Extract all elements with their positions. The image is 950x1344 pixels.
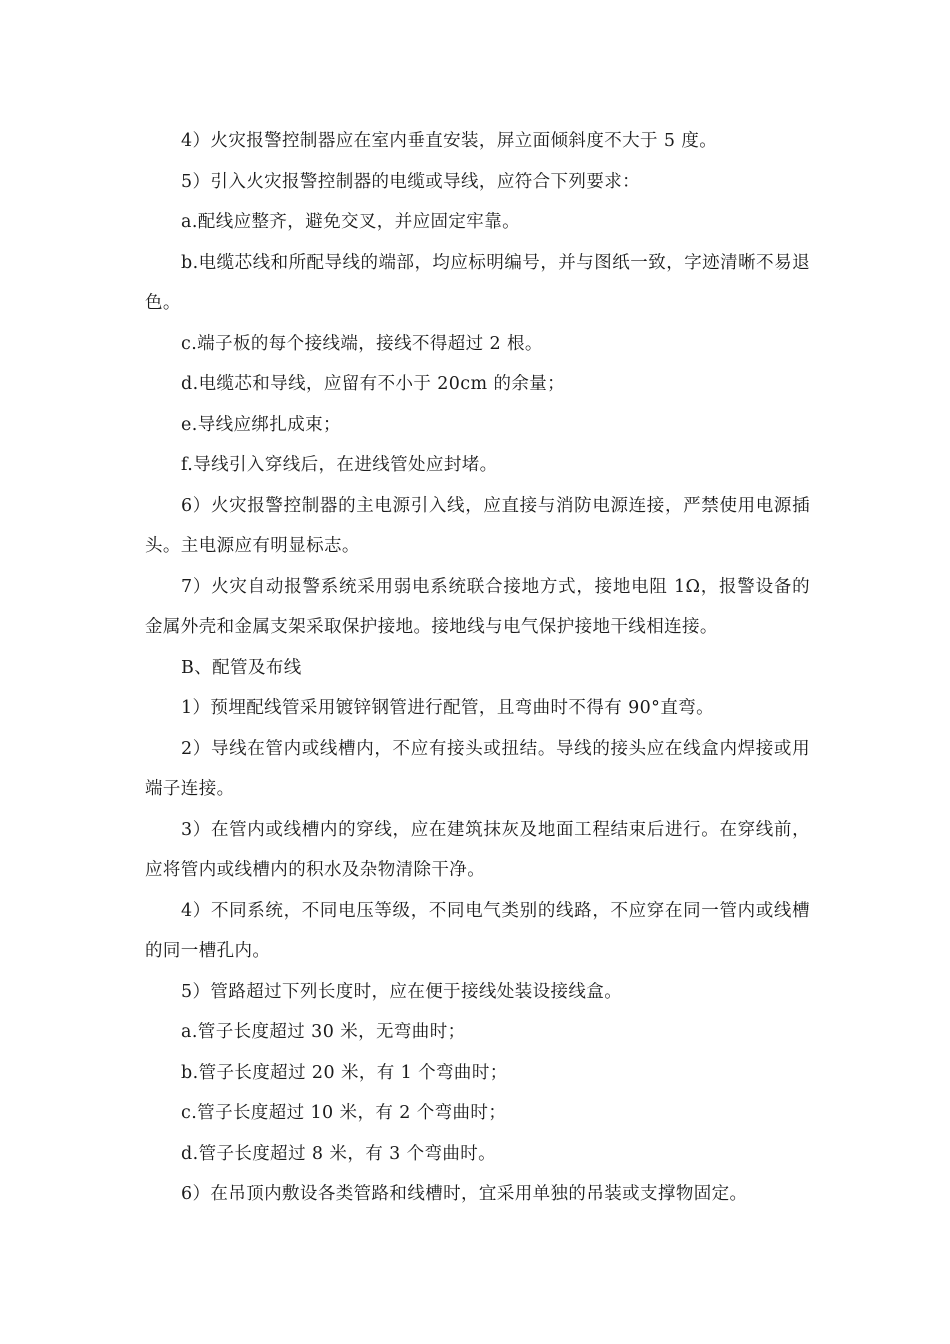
paragraph-item-c: c.端子板的每个接线端，接线不得超过 2 根。 [181,333,543,354]
paragraph-4-controller-install: 4）火灾报警控制器应在室内垂直安装，屏立面倾斜度不大于 5 度。 [181,131,718,151]
paragraph-6-ceiling-support: 6）在吊顶内敷设各类管路和线槽时，宜采用单独的吊装或支撑物固定。 [181,1184,748,1204]
paragraph-3-threading: 3）在管内或线槽内的穿线，应在建筑抹灰及地面工程结束后进行。在穿线前，应将管内或线槽内的积水及杂物清除干净。 [145,819,810,880]
paragraph-length-item-c: c.管子长度超过 10 米，有 2 个弯曲时； [181,1103,507,1123]
paragraph-item-f: f.导线引入穿线后，在进线管处应封堵。 [181,455,498,475]
paragraph-4-separate-systems: 4）不同系统，不同电压等级，不同电气类别的线路，不应穿在同一管内或线槽的同一槽孔内。 [145,900,810,961]
paragraph-length-item-d: d.管子长度超过 8 米，有 3 个弯曲时。 [181,1143,497,1164]
paragraph-5-junction-box: 5）管路超过下列长度时，应在便于接线处装设接线盒。 [181,981,623,1002]
section-heading-conduit-wiring: B、配管及布线 [181,657,302,678]
paragraph-2-joints: 2）导线在管内或线槽内，不应有接头或扭结。导线的接头应在线盒内焊接或用端子连接。 [145,738,810,799]
paragraph-1-conduit: 1）预埋配线管采用镀锌钢管进行配管，且弯曲时不得有 90°直弯。 [181,698,715,718]
paragraph-length-item-a: a.管子长度超过 30 米，无弯曲时； [181,1022,466,1042]
paragraph-item-b: b.电缆芯线和所配导线的端部，均应标明编号，并与图纸一致，字迹清晰不易退色。 [145,252,810,313]
paragraph-item-a: a.配线应整齐，避免交叉，并应固定牢靠。 [181,212,520,232]
paragraph-5-cable-requirements: 5）引入火灾报警控制器的电缆或导线，应符合下列要求： [181,171,641,192]
paragraph-item-d: d.电缆芯和导线，应留有不小于 20cm 的余量； [181,374,566,394]
paragraph-length-item-b: b.管子长度超过 20 米，有 1 个弯曲时； [181,1062,508,1083]
paragraph-7-grounding: 7）火灾自动报警系统采用弱电系统联合接地方式，接地电阻 1Ω，报警设备的金属外壳和金属支架采取保护接地。接地线与电气保护接地干线相连接。 [145,576,810,637]
document-body [145,121,810,1215]
paragraph-item-e: e.导线应绑扎成束； [181,414,341,435]
paragraph-6-main-power: 6）火灾报警控制器的主电源引入线，应直接与消防电源连接，严禁使用电源插头。主电源应有明显标志。 [145,495,810,556]
